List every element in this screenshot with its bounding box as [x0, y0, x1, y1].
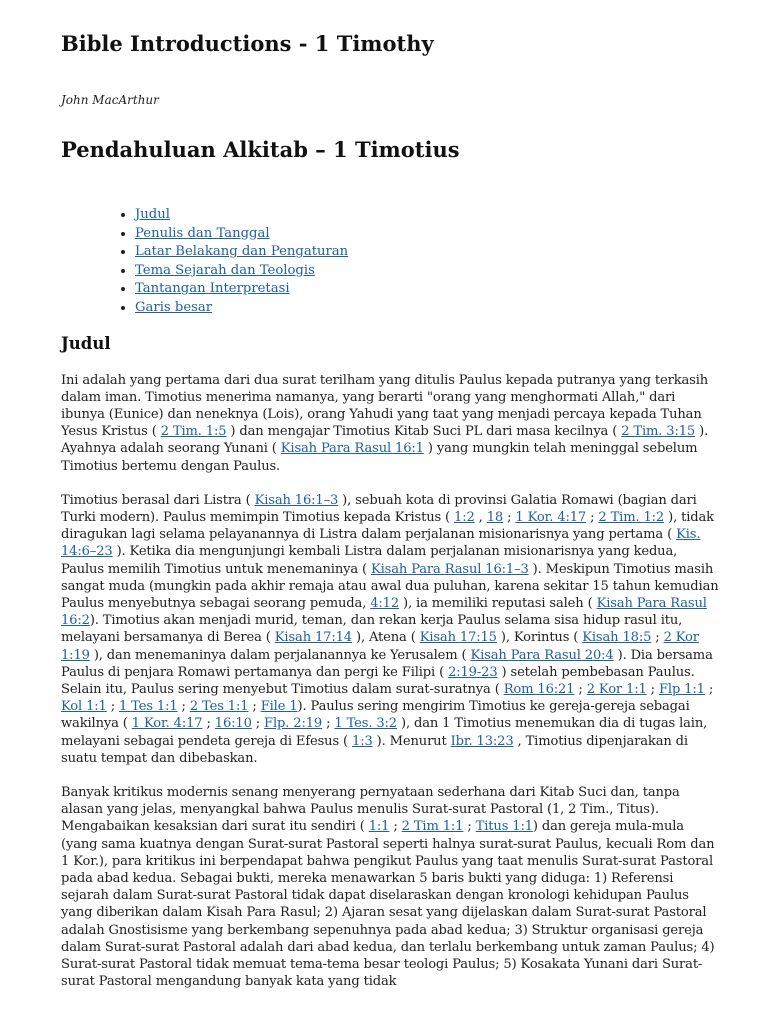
toc-link-garis-besar[interactable]: Garis besar [135, 299, 213, 315]
toc-item [135, 243, 720, 262]
paragraph-text: ), sebuah kota di provinsi Galatia Romawi (bagian dari Turki modern). Paulus memimpin Timotius kepada Kristus ( [61, 492, 697, 525]
page-title: Bible Introductions - 1 Timothy [61, 31, 434, 56]
paragraph-text: Banyak kritikus modernis senang menyerang pernyataan sederhana dari Kitab Suci dan, tanpa alasan yang jelas, menyangkal bahwa Paulus menulis Surat-surat Pastoral (1, 2 Tim., Titus). Mengabaikan kesaksian dari surat itu sendiri ( [61, 785, 680, 835]
paragraph-text: ). Meskipun Timotius masih sangat muda (mungkin pada akhir remaja atau awal dua puluhan, karena sekitar 15 tahun kemudian Paulus menyebutnya sebagai seorang pemuda, [61, 561, 719, 611]
scripture-reference-link[interactable]: 2 Tim. 1:5 [160, 424, 227, 440]
paragraph-text: ; [586, 509, 599, 525]
scripture-reference-link[interactable]: 2 Tim. 1:2 [598, 509, 665, 525]
paragraph-text: ), dan menemaninya dalam perjalanannya ke Yerusalem ( [89, 647, 471, 663]
author-name: John MacArthur [61, 93, 159, 107]
scripture-reference-link[interactable]: Kisah 17:14 [274, 630, 352, 646]
paragraph-text: , [474, 509, 487, 525]
paragraph-text: ) setelah pembebasan Paulus. Selain itu, Paulus sering menyebut Timotius dalam surat-suratnya ( [61, 664, 695, 698]
table-of-contents [61, 206, 720, 318]
scripture-reference-link[interactable]: 1:1 [368, 819, 390, 835]
paragraph-text: ). Menurut [372, 733, 451, 749]
toc-link-judul[interactable]: Judul [135, 207, 170, 222]
scripture-reference-link[interactable]: Flp. 2:19 [264, 716, 323, 732]
scripture-reference-link[interactable]: 4:12 [370, 596, 400, 611]
paragraph-text: ; [574, 682, 587, 698]
paragraph-text: ), Atena ( [351, 630, 420, 646]
paragraph-text: ; [177, 699, 190, 715]
toc-item [135, 299, 720, 318]
paragraph-text: ) dan gereja mula-mula (yang sama kuatnya dengan Surat-surat Pastoral seperti halnya surat-surat Paulus, kecuali Rom dan 1 Kor.), para kritikus ini berpendapat bahwa pengikut Paulus yang taat menulis Surat-surat Pastoral pada abad kedua. Sebagai bukti, mereka menawarkan 5 baris bukti yang diduga: 1) Referensi sejarah dalam Surat-surat Pastoral tidak dapat diselaraskan dengan kronologi kehidupan Paulus yang diberikan dalam Kisah Para Rasul; 2) Ajaran sesat yang dijelaskan dalam Surat-surat Pastoral adalah Gnostisisme yang berkembang sepenuhnya pada abad kedua; 3) Struktur organisasi gereja dalam Surat-surat Pastoral adalah dari abad kedua, dan terlalu berkembang untuk zaman Paulus; 4) Surat-surat Pastoral tidak memuat tema-tema besar teologi Paulus; 5) Kosakata Yunani dari Surat-surat Pastoral mengandung banyak kata yang tidak [61, 819, 715, 990]
scripture-reference-link[interactable]: 18 [486, 509, 504, 525]
paragraph-text: ) dan mengajar Timotius Kitab Suci PL dari masa kecilnya ( [226, 424, 622, 440]
paragraph-text: ; [651, 630, 664, 646]
paragraph-text: Ini adalah yang pertama dari dua surat terilham yang ditulis Paulus kepada putranya yang terkasih dalam iman. Timotius menerima namanya, yang berarti "orang yang menghormati Allah," dari ibunya (Eunice) dan neneknya (Lois), orang Yahudi yang taat yang menjadi percaya kepada Tuhan Yesus Kristus ( [61, 372, 709, 440]
scripture-reference-link[interactable]: 2 Kor 1:1 [586, 682, 647, 698]
paragraph-3 [61, 784, 720, 990]
toc-item [135, 280, 720, 299]
scripture-reference-link[interactable]: Rom 16:21 [503, 682, 575, 698]
scripture-reference-link[interactable]: 2:19-23 [448, 664, 498, 680]
scripture-reference-link[interactable]: 2 Tim. 3:15 [621, 424, 696, 440]
toc-item [135, 206, 720, 225]
paragraph-text: ). Ayahnya adalah seorang Yunani ( [61, 424, 709, 457]
scripture-reference-link[interactable]: 1 Tes 1:1 [118, 699, 178, 715]
toc-item [135, 262, 720, 281]
paragraph-text: ; [106, 699, 119, 715]
paragraph-text: ; [248, 699, 261, 715]
scripture-reference-link[interactable]: Titus 1:1 [475, 819, 533, 835]
paragraph-text: ), Korintus ( [496, 630, 583, 646]
toc-link-latar-belakang[interactable]: Latar Belakang dan Pengaturan [135, 244, 349, 260]
scripture-reference-link[interactable]: Kis. 14:6–23 [61, 527, 701, 560]
page-subtitle: Pendahuluan Alkitab – 1 Timotius [61, 137, 460, 162]
paragraph-text: , Timotius dipenjarakan di suatu tempat dan dibebaskan. [61, 733, 688, 766]
paragraph-text: ), ia memiliki reputasi saleh ( [399, 596, 597, 611]
scripture-reference-link[interactable]: 2 Tes 1:1 [189, 699, 249, 715]
paragraph-text: ; [322, 716, 335, 732]
scripture-reference-link[interactable]: Kisah Para Rasul 20:4 [470, 647, 614, 663]
scripture-reference-link[interactable]: 2 Kor 1:19 [61, 630, 699, 663]
toc-link-tantangan-interpretasi[interactable]: Tantangan Interpretasi [135, 281, 290, 297]
toc-link-tema-sejarah[interactable]: Tema Sejarah dan Teologis [135, 262, 315, 278]
section-heading-judul: Judul [61, 333, 111, 353]
scripture-reference-link[interactable]: Kisah Para Rasul 16:1–3 [371, 561, 529, 577]
paragraph-text: ). Ketika dia mengunjungi kembali Listra dalam perjalanan misionarisnya yang kedua, Paulus memilih Timotius untuk menemaninya ( [61, 544, 678, 577]
paragraph-text: Timotius berasal dari Listra ( [61, 492, 255, 508]
scripture-reference-link[interactable]: Kisah Para Rasul 16:1 [280, 441, 424, 457]
scripture-reference-link[interactable]: Ibr. 13:23 [450, 733, 514, 749]
paragraph-text: ; [251, 716, 265, 732]
paragraph-text: ; [463, 819, 476, 835]
scripture-reference-link[interactable]: Kisah 18:5 [582, 630, 652, 646]
scripture-reference-link[interactable]: Kisah Para Rasul 16:2 [61, 596, 707, 629]
scripture-reference-link[interactable]: 2 Tim 1:1 [401, 819, 464, 835]
scripture-reference-link[interactable]: File 1 [260, 699, 298, 715]
toc-item [135, 225, 720, 244]
scripture-reference-link[interactable]: 1:2 [454, 509, 475, 525]
paragraph-1 [61, 372, 720, 475]
paragraph-text: ), dan 1 Timotius menemukan dia di tugas lain, melayani sebagai pendeta gereja di Efesus ( [61, 716, 708, 749]
paragraph-text: ; [503, 509, 516, 525]
paragraph-text: ; [704, 682, 714, 698]
scripture-reference-link[interactable]: Flp 1:1 [658, 682, 705, 698]
scripture-reference-link[interactable]: Kisah 16:1–3 [254, 492, 339, 508]
scripture-reference-link[interactable]: 1 Kor. 4:17 [515, 509, 587, 525]
paragraph-text: ) yang mungkin telah meninggal sebelum Timotius bertemu dengan Paulus. [61, 441, 698, 474]
scripture-reference-link[interactable]: 1 Kor. 4:17 [131, 716, 203, 732]
scripture-reference-link[interactable]: Kol 1:1 [61, 699, 107, 715]
paragraph-text: ), tidak diragukan lagi selama pelayanannya di Listra dalam perjalanan misionarisnya yang pertama ( [61, 509, 714, 543]
paragraph-text: ). Dia bersama Paulus di penjara Romawi pertamanya dan pergi ke Filipi ( [61, 647, 713, 680]
scripture-reference-link[interactable]: 16:10 [214, 716, 252, 732]
scripture-reference-link[interactable]: 1:3 [352, 733, 373, 749]
scripture-reference-link[interactable]: 1 Tes. 3:2 [334, 716, 397, 732]
scripture-reference-link[interactable]: Kisah 17:15 [419, 630, 497, 646]
paragraph-text: ; [202, 716, 215, 732]
paragraph-text: ). Timotius akan menjadi murid, teman, dan rekan kerja Paulus selama sisa hidup rasul itu, melayani bersamanya di Berea ( [61, 613, 683, 646]
toc-link-penulis-dan-tanggal[interactable]: Penulis dan Tanggal [135, 225, 270, 241]
paragraph-text: ; [646, 682, 659, 698]
paragraph-text: ). Paulus sering mengirim Timotius ke gereja-gereja sebagai wakilnya ( [61, 699, 690, 732]
paragraph-text: ; [389, 819, 402, 835]
paragraph-2 [61, 492, 720, 767]
